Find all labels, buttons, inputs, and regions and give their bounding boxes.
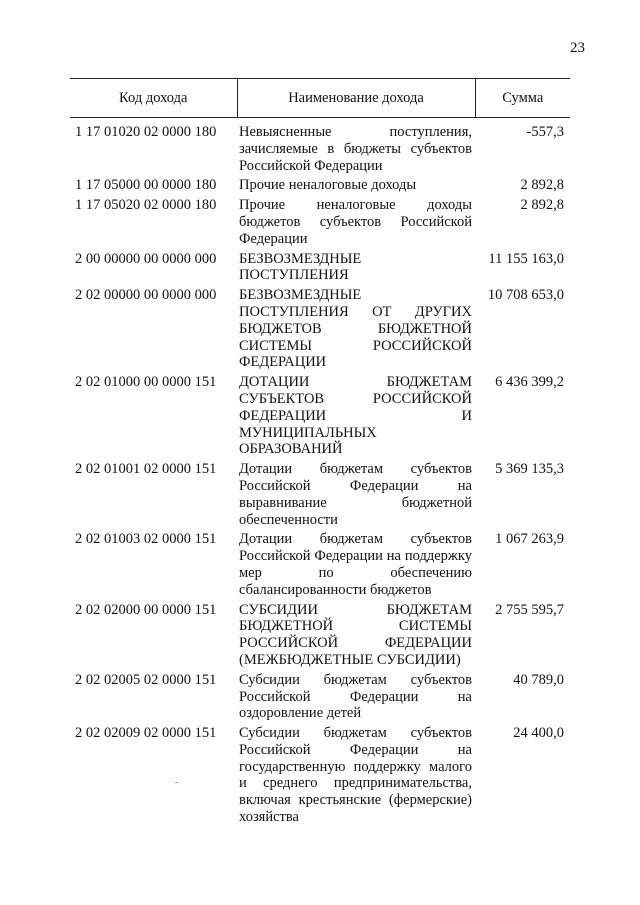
revenue-amount: 2 755 595,7 [495,601,564,618]
revenue-name: БЕЗВОЗМЕЗДНЫЕ ПОСТУПЛЕНИЯ ОТ ДРУГИХ БЮДЖЕТОВ БЮДЖЕТНОЙ СИСТЕМЫ РОССИЙСКОЙ ФЕДЕРАЦИИ [239,287,472,371]
table-row [70,197,570,250]
revenue-table [70,78,570,829]
table-header-row [70,79,570,118]
revenue-name: БЕЗВОЗМЕЗДНЫЕ ПОСТУПЛЕНИЯ [239,250,362,284]
revenue-name: Прочие неналоговые доходы бюджетов субъектов Российской Федерации [239,197,472,247]
revenue-code: 2 02 00000 00 0000 000 [75,287,217,304]
revenue-amount: 10 708 653,0 [487,287,564,304]
revenue-amount: 24 400,0 [513,725,564,742]
revenue-name: СУБСИДИИ БЮДЖЕТАМ БЮДЖЕТНОЙ СИСТЕМЫ РОССИЙСКОЙ ФЕДЕРАЦИИ (МЕЖБЮДЖЕТНЫЕ СУБСИДИИ) [239,601,472,668]
revenue-name: Дотации бюджетам субъектов Российской Федерации на поддержку мер по обеспечению сбалансированности бюджетов [239,531,472,598]
column-header-code: Код дохода [70,79,237,118]
revenue-name: Субсидии бюджетам субъектов Российской Федерации на оздоровление детей [239,671,472,722]
revenue-name: Прочие неналоговые доходы [239,177,417,194]
table-row [70,672,570,725]
revenue-code: 2 02 02000 00 0000 151 [75,601,217,618]
revenue-name: Невыясненные поступления, зачисляемые в бюджеты субъектов Российской Федерации [239,124,472,174]
revenue-amount: 2 892,8 [520,197,564,214]
revenue-code: 2 02 01000 00 0000 151 [75,374,217,391]
revenue-code: 2 02 02009 02 0000 151 [75,725,217,742]
revenue-amount: 11 155 163,0 [488,250,564,267]
table-row [70,725,570,829]
revenue-code: 1 17 05000 00 0000 180 [75,177,217,194]
revenue-amount: 6 436 399,2 [495,374,564,391]
table-row [70,118,570,178]
revenue-code: 1 17 05020 02 0000 180 [75,197,217,214]
page-number: 23 [570,40,585,56]
table-row [70,602,570,672]
revenue-amount: 40 789,0 [513,671,564,688]
revenue-code: 2 02 01001 02 0000 151 [75,461,217,478]
revenue-name: Дотации бюджетам субъектов Российской Федерации на выравнивание бюджетной обеспеченности [239,461,472,528]
revenue-name: ДОТАЦИИ БЮДЖЕТАМ СУБЪЕКТОВ РОССИЙСКОЙ ФЕДЕРАЦИИ И МУНИЦИПАЛЬНЫХ ОБРАЗОВАНИЙ [239,374,472,458]
revenue-amount: 1 067 263,9 [495,531,564,548]
revenue-code: 2 02 02005 02 0000 151 [75,671,217,688]
revenue-code: 1 17 01020 02 0000 180 [75,124,217,140]
table-row [70,177,570,197]
column-header-amount: Сумма [475,79,570,118]
table-row [70,287,570,374]
column-header-name: Наименование дохода [237,79,475,118]
scan-speck [175,782,178,783]
revenue-name: Субсидии бюджетам субъектов Российской Федерации на государственную поддержку малого и среднего предпринимательства, включая крестьянские (фермерские) хозяйства [239,725,472,826]
table-row [70,531,570,601]
revenue-amount: 2 892,8 [520,177,564,194]
revenue-code: 2 00 00000 00 0000 000 [75,250,217,267]
revenue-code: 2 02 01003 02 0000 151 [75,531,217,548]
table-row [70,251,570,288]
revenue-amount: 5 369 135,3 [495,461,564,478]
table-row [70,374,570,461]
table-row [70,461,570,531]
revenue-amount: -557,3 [526,124,564,140]
